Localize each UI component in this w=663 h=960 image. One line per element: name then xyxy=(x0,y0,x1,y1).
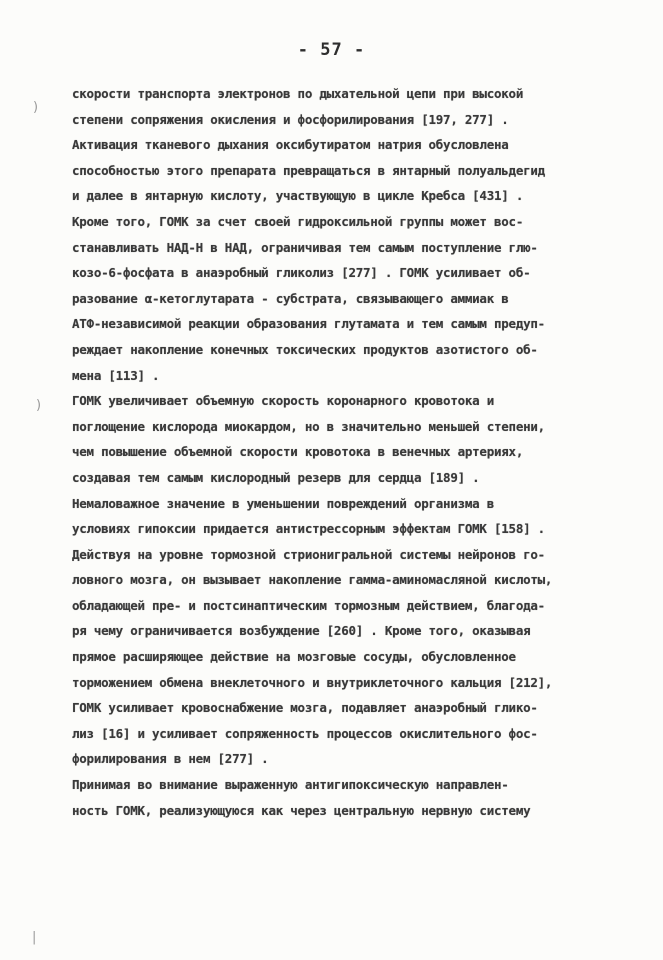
text-line: ГОМК усиливает кровоснабжение мозга, подавляет анаэробный глико- xyxy=(72,700,538,716)
text-line: Активация тканевого дыхания оксибутиратом натрия обусловлена xyxy=(72,137,509,153)
text-line: обладающей пре- и постсинаптическим тормозным действием, благода- xyxy=(72,597,545,613)
text-line: козо-6-фосфата в анаэробный гликолиз [277] . ГОМК усиливает об- xyxy=(72,265,531,281)
margin-mark-top: ) xyxy=(33,100,39,115)
text-line: мена [113] . xyxy=(72,367,160,383)
margin-mark-middle: ) xyxy=(36,398,42,413)
text-line: Принимая во внимание выраженную антигипоксическую направлен- xyxy=(72,777,509,793)
text-line: форилирования в нем [277] . xyxy=(72,751,269,767)
text-line: степени сопряжения окисления и фосфорилирования [197, 277] . xyxy=(72,111,509,127)
text-line: АТФ-независимой реакции образования глутамата и тем самым предуп- xyxy=(72,316,545,332)
text-line: ность ГОМК, реализующуюся как через центральную нервную систему xyxy=(72,802,531,818)
text-line: Немаловажное значение в уменьшении повреждений организма в xyxy=(72,495,494,511)
text-line: ря чему ограничивается возбуждение [260] . Кроме того, оказывая xyxy=(72,623,531,639)
text-line: ловного мозга, он вызывает накопление гамма-аминомасляной кислоты, xyxy=(72,572,553,588)
text-line: Действуя на уровне тормозной стрионигральной системы нейронов го- xyxy=(72,546,545,562)
body-text xyxy=(72,81,602,823)
text-line: поглощение кислорода миокардом, но в значительно меньшей степени, xyxy=(72,418,545,434)
text-line: торможением обмена внеклеточного и внутриклеточного кальция [212], xyxy=(72,674,553,690)
text-line: Кроме того, ГОМК за счет своей гидроксильной группы может вос- xyxy=(72,213,524,229)
text-line: создавая тем самым кислородный резерв для сердца [189] . xyxy=(72,469,480,485)
text-line: станавливать НАД-Н в НАД, ограничивая тем самым поступление глю- xyxy=(72,239,538,255)
text-line: прямое расширяющее действие на мозговые сосуды, обусловленное xyxy=(72,649,516,665)
text-line: условиях гипоксии придается антистрессорным эффектам ГОМК [158] . xyxy=(72,521,545,537)
text-line: способностью этого препарата превращаться в янтарный полуальдегид xyxy=(72,162,545,178)
text-line: ГОМК увеличивает объемную скорость коронарного кровотока и xyxy=(72,393,494,409)
margin-mark-bottom: | xyxy=(32,930,37,945)
text-line: скорости транспорта электронов по дыхательной цепи при высокой xyxy=(72,86,524,101)
text-line: реждает накопление конечных токсических продуктов азотистого об- xyxy=(72,341,538,357)
text-line: разование α-кетоглутарата - субстрата, связывающего аммиак в xyxy=(72,290,509,306)
page-number: - 57 - xyxy=(297,40,366,60)
text-line: чем повышение объемной скорости кровотока в венечных артериях, xyxy=(72,444,524,460)
text-line: и далее в янтарную кислоту, участвующую в цикле Кребса [431] . xyxy=(72,188,524,204)
text-line: лиз [16] и усиливает сопряженность процессов окислительного фос- xyxy=(72,725,538,741)
